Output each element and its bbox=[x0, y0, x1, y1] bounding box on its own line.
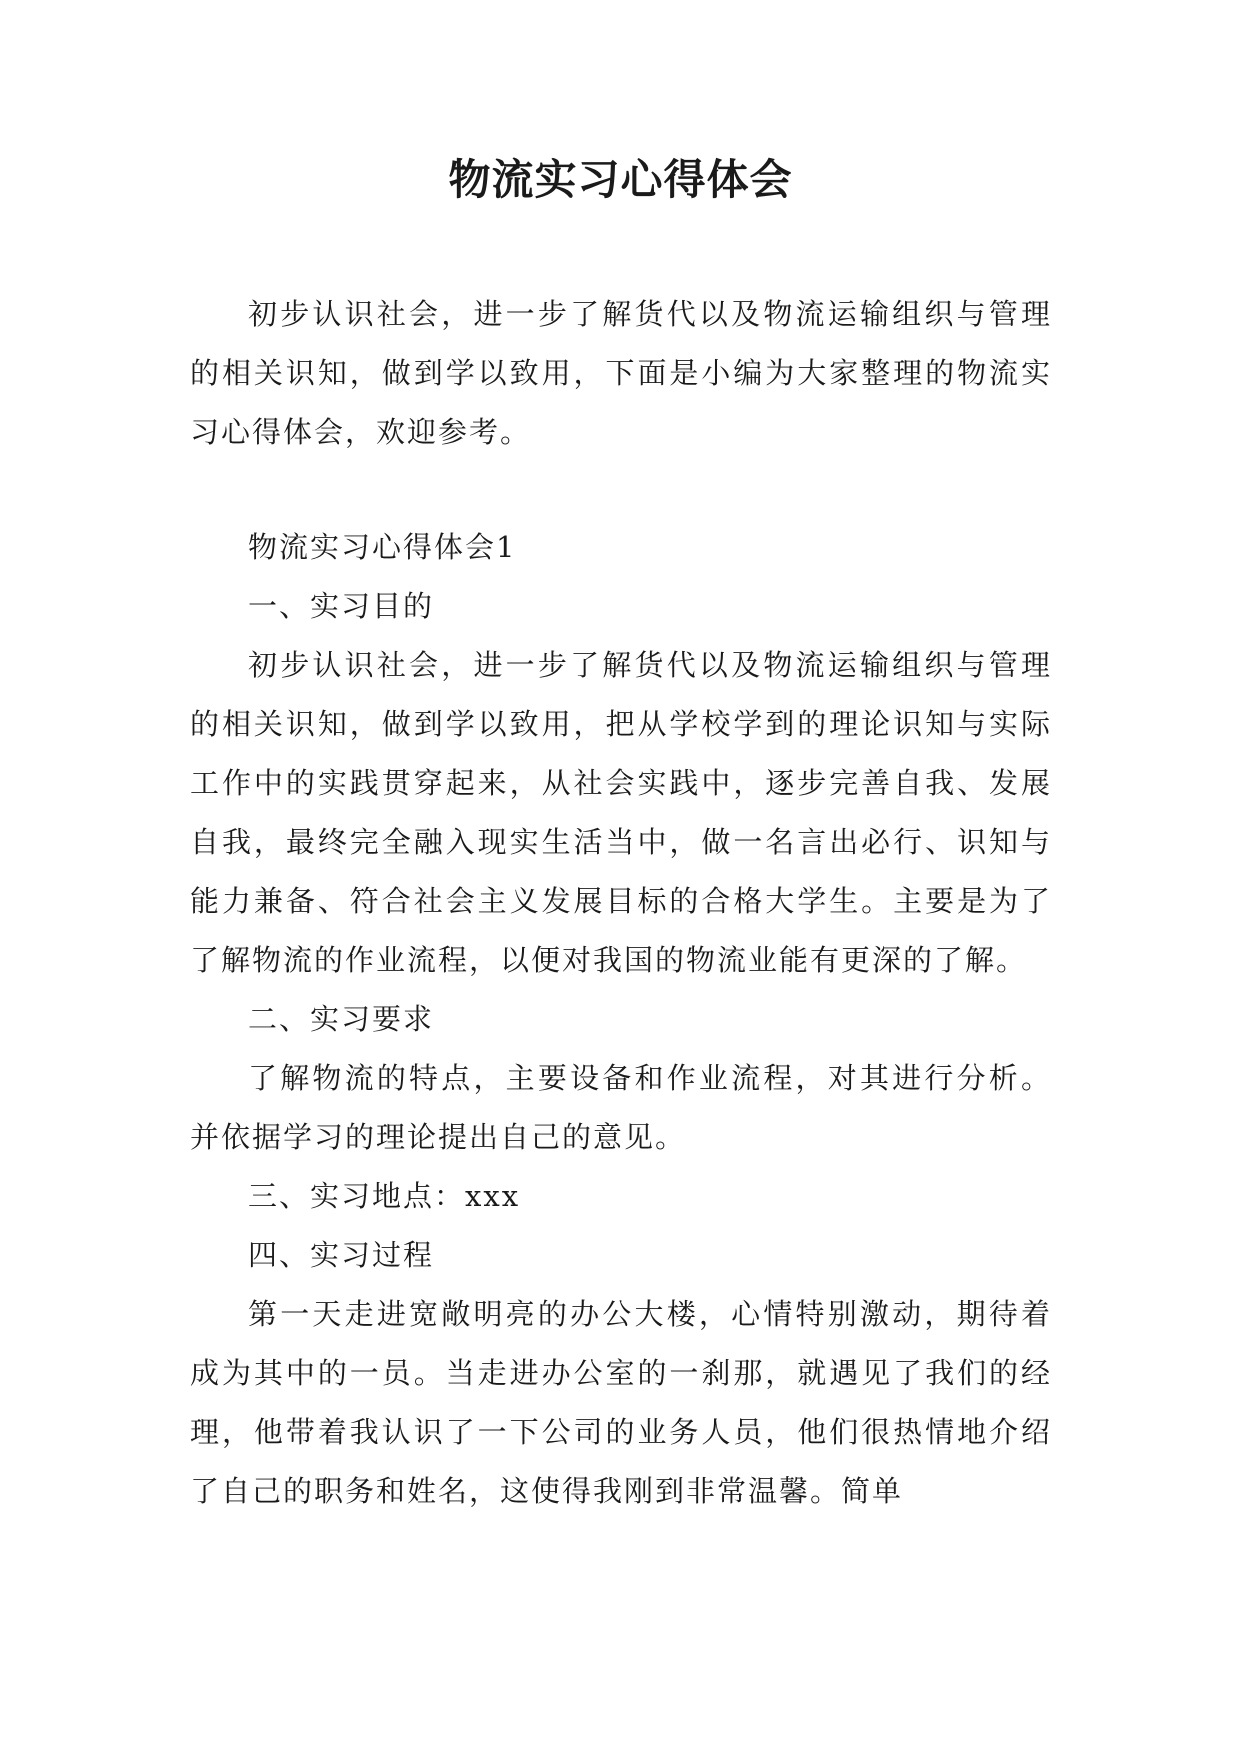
document-title: 物流实习心得体会 bbox=[448, 155, 793, 204]
document-body bbox=[190, 285, 1052, 1521]
intro-paragraph: 初步认识社会，进一步了解货代以及物流运输组织与管理的相关识知，做到学以致用，下面是小编为大家整理的物流实习心得体会，欢迎参考。 bbox=[190, 297, 1052, 449]
heading-purpose: 一、实习目的 bbox=[248, 589, 435, 623]
section-title: 物流实习心得体会1 bbox=[248, 530, 517, 564]
paragraph-requirements: 了解物流的特点，主要设备和作业流程，对其进行分析。并依据学习的理论提出自己的意见。 bbox=[190, 1061, 1052, 1154]
paragraph-purpose: 初步认识社会，进一步了解货代以及物流运输组织与管理的相关识知，做到学以致用，把从学校学到的理论识知与实际工作中的实践贯穿起来，从社会实践中，逐步完善自我、发展自我，最终完全融入现实生活当中，做一名言出必行、识知与能力兼备、符合社会主义发展目标的合格大学生。主要是为了了解物流的作业流程，以便对我国的物流业能有更深的了解。 bbox=[190, 648, 1052, 977]
heading-process: 四、实习过程 bbox=[248, 1238, 435, 1272]
heading-location: 三、实习地点：xxx bbox=[248, 1179, 521, 1213]
paragraph-spacer bbox=[190, 462, 1052, 518]
paragraph-process: 第一天走进宽敞明亮的办公大楼，心情特别激动，期待着成为其中的一员。当走进办公室的一刹那，就遇见了我们的经理，他带着我认识了一下公司的业务人员，他们很热情地介绍了自己的职务和姓名，这使得我刚到非常温馨。简单 bbox=[190, 1297, 1052, 1508]
heading-requirements: 二、实习要求 bbox=[248, 1002, 435, 1036]
